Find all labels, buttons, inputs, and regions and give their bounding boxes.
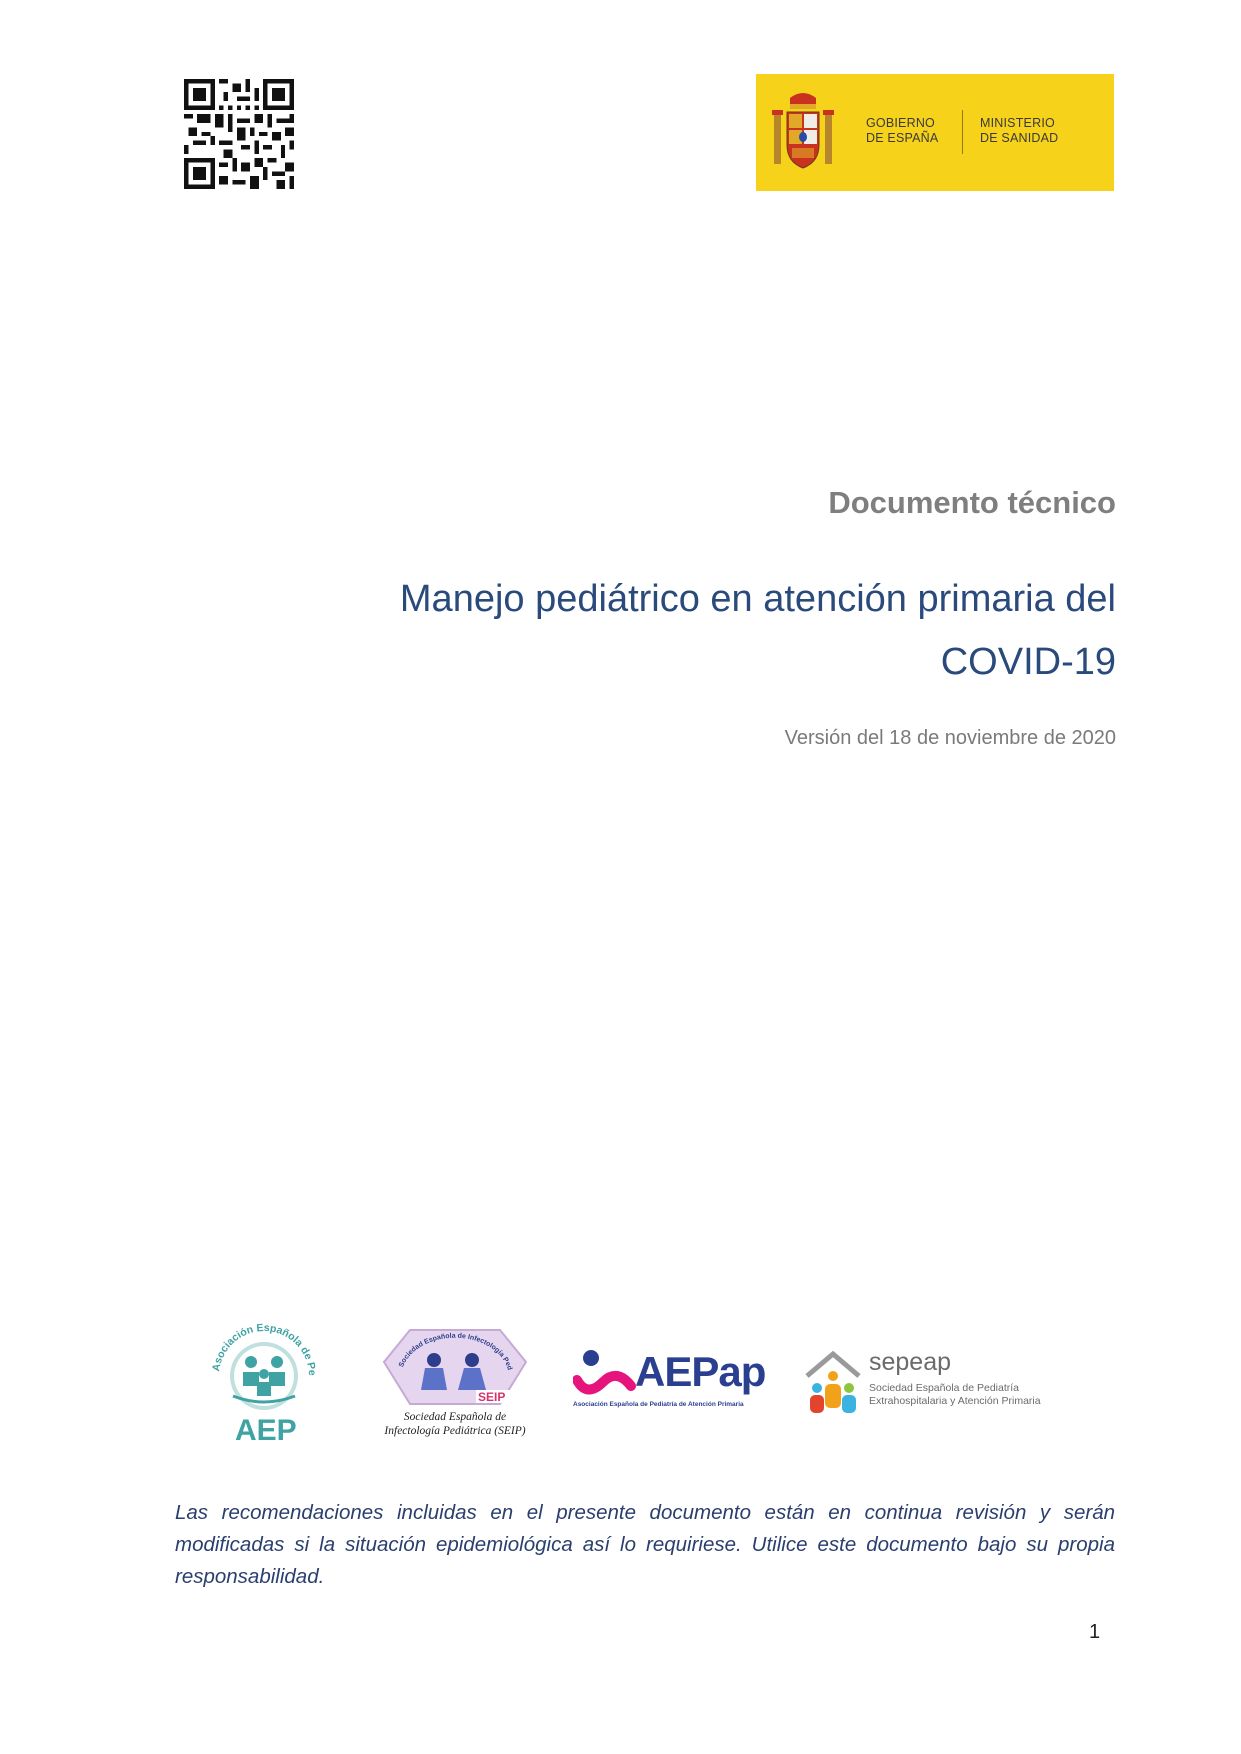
title-line: COVID-19 xyxy=(940,641,1116,683)
seip-emblem-icon xyxy=(380,1322,530,1410)
page-number: 1 xyxy=(1089,1621,1101,1643)
aepap-subtitle: Asociación Española de Pediatría de Atención Primaria xyxy=(573,1401,744,1408)
seip-logo xyxy=(380,1322,530,1444)
aep-abbr: AEP xyxy=(235,1414,297,1447)
sepeap-logo xyxy=(803,1350,1053,1416)
coat-of-arms-icon xyxy=(772,90,834,175)
aep-logo xyxy=(205,1318,323,1450)
ministry-label: MINISTERIO DE SANIDAD xyxy=(980,116,1059,145)
aepap-abbr: AEPap xyxy=(635,1348,766,1395)
seip-caption: Sociedad Española de Infectología Pediátrica (SEIP) xyxy=(384,1411,526,1437)
disclaimer-text: Las recomendaciones incluidas en el presente documento están en continua revisión y serán modificadas si la situación epidemiológica así lo requiriese. Utilice este documento bajo su propia responsabilidad. xyxy=(175,1501,1115,1588)
seip-abbr: SEIP xyxy=(478,1390,506,1404)
qr-code-icon xyxy=(184,79,294,189)
aep-ring-text: Asociación Española de Pe xyxy=(210,1321,319,1377)
title-line: Manejo pediátrico en atención primaria del xyxy=(399,578,1116,620)
government-label: GOBIERNO DE ESPAÑA xyxy=(866,116,939,145)
sepeap-abbr: sepeap xyxy=(869,1348,952,1376)
ministry-banner xyxy=(756,74,1114,191)
document-title xyxy=(216,568,1116,694)
banner-divider xyxy=(962,110,963,154)
version-date: Versión del 18 de noviembre de 2020 xyxy=(784,727,1116,749)
aep-emblem-icon xyxy=(205,1318,323,1418)
sepeap-house-icon xyxy=(803,1350,863,1416)
seip-ring-text: Sociedad Española de Infectología Ped xyxy=(398,1332,513,1372)
aepap-logo xyxy=(573,1346,776,1416)
sepeap-subtitle: Sociedad Española de Pediatría Extrahospitalaria y Atención Primaria xyxy=(869,1382,1041,1407)
aepap-figure-icon xyxy=(573,1346,637,1402)
document-type: Documento técnico xyxy=(828,485,1116,520)
